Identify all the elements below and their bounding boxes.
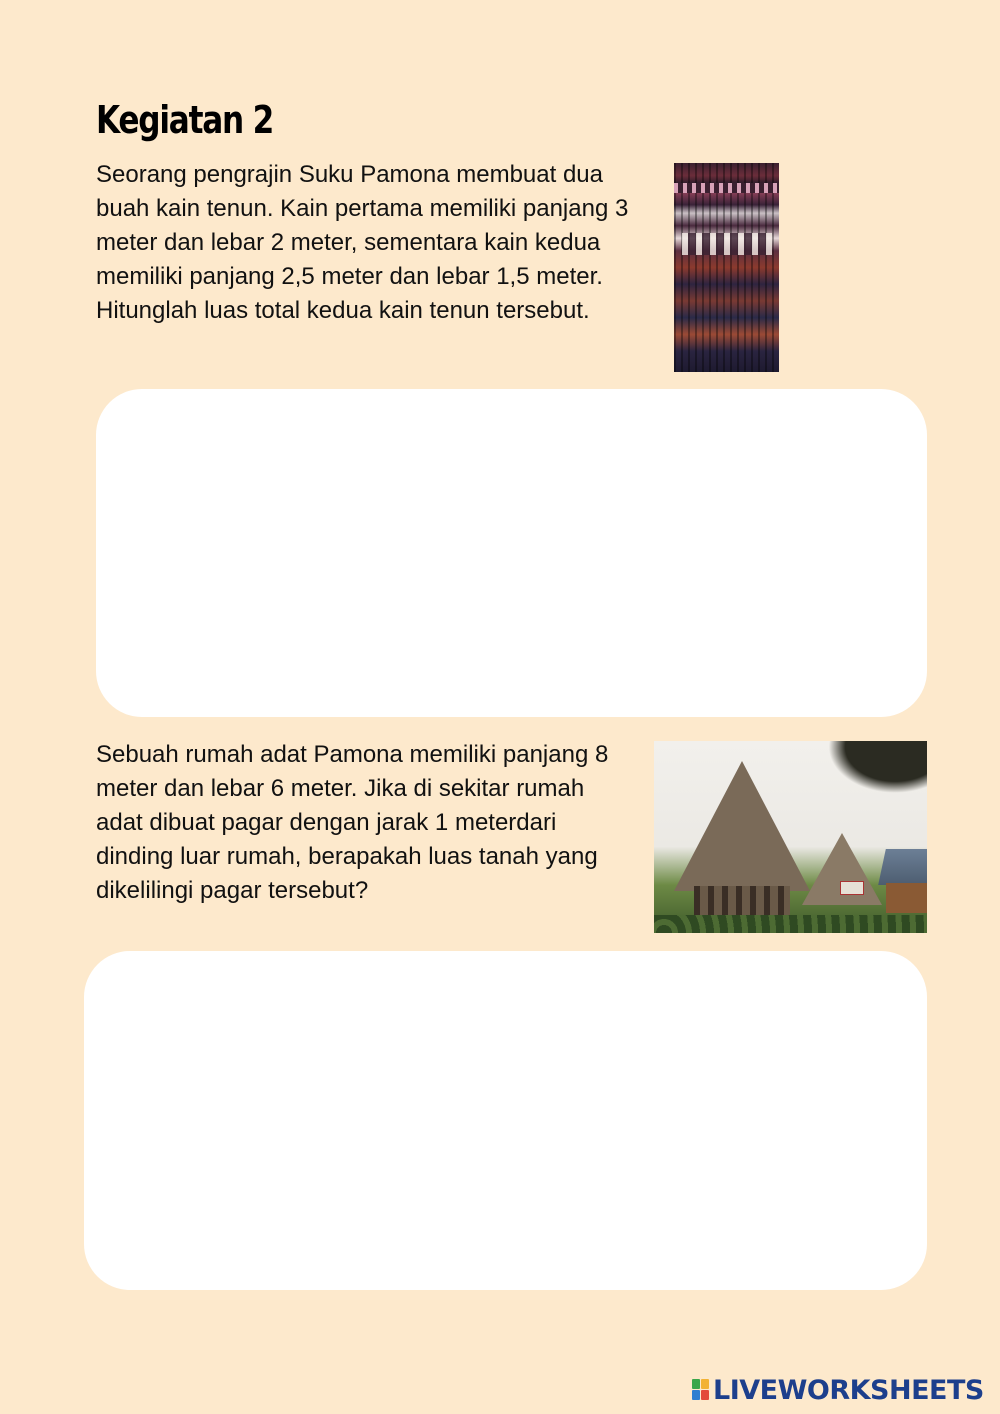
logo-text: LIVEWORKSHEETS bbox=[713, 1374, 984, 1406]
house-roof-main bbox=[674, 761, 810, 891]
house-body-third bbox=[886, 883, 927, 913]
woven-cloth-image bbox=[674, 163, 779, 372]
cloth-pattern-band bbox=[674, 183, 779, 193]
logo-icon bbox=[692, 1379, 710, 1401]
question-2-text: Sebuah rumah adat Pamona memiliki panjang 8 meter dan lebar 6 meter. Jika di sekitar rumah adat dibuat pagar dengan jarak 1 meterdari dinding luar rumah, berapakah luas tanah yang dikelilingi pagar tersebut? bbox=[96, 741, 609, 904]
bushes bbox=[654, 915, 927, 933]
tree-shape bbox=[817, 741, 927, 801]
liveworksheets-logo bbox=[692, 1374, 984, 1406]
answer-box-1[interactable] bbox=[96, 389, 927, 717]
question-1-text: Seorang pengrajin Suku Pamona membuat dua buah kain tenun. Kain pertama memiliki panjang 3 meter dan lebar 2 meter, sementara kain kedua memiliki panjang 2,5 meter dan lebar 1,5 meter. Hitunglah luas total kedua kain tenun tersebut. bbox=[96, 161, 629, 324]
traditional-house-image bbox=[654, 741, 927, 933]
house-roof-third bbox=[878, 849, 927, 885]
page-title: Kegiatan 2 bbox=[96, 98, 274, 142]
answer-box-2[interactable] bbox=[84, 951, 927, 1290]
house-sign bbox=[840, 881, 864, 895]
cloth-motif-band bbox=[682, 233, 772, 255]
